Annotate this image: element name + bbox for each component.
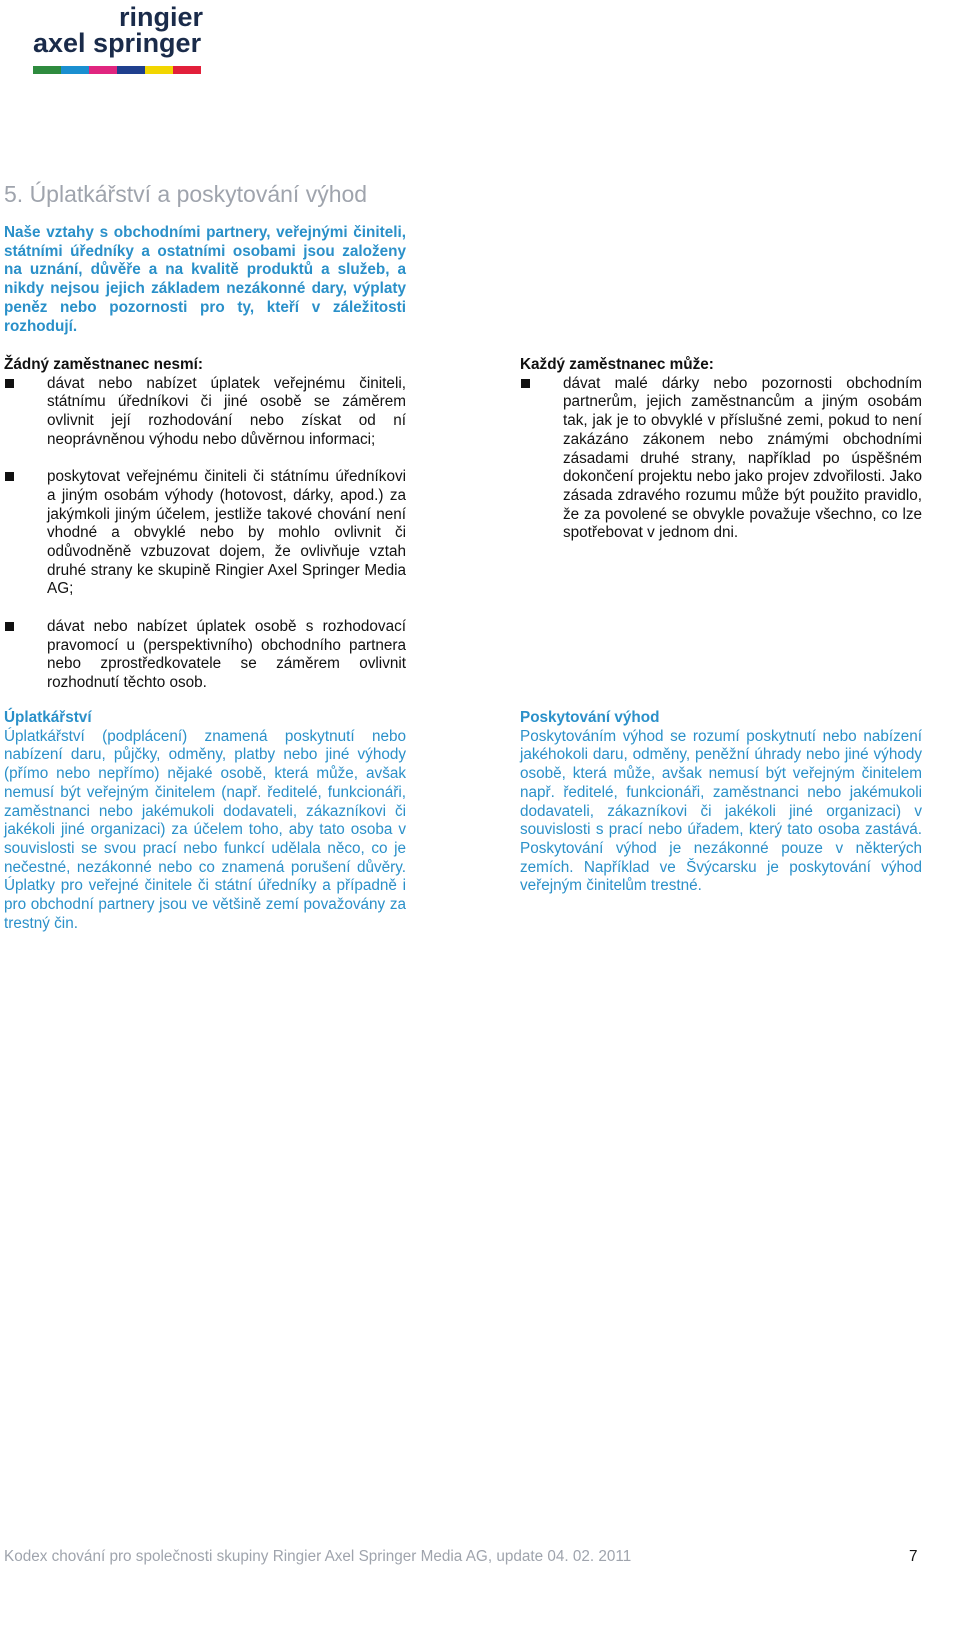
section-title: 5. Úplatkářství a poskytování výhod	[4, 181, 368, 207]
page-footer: Kodex chování pro společnosti skupiny Ringier Axel Springer Media AG, update 04. 02. 2011	[4, 1548, 632, 1565]
prohibited-heading: Žádný zaměstnanec nesmí:	[4, 356, 203, 373]
bribery-heading: Úplatkářství	[4, 709, 92, 726]
list-item-text: poskytovat veřejnému činiteli či státnímu úředníkovi a jiným osobám výhody (hotovost, dárky, apod.) za jakýmkoli jiným účelem, jestliže takové chování není vhodné a obvyklé nebo by mohlo ovlivnit či odůvodněně vzbuzovat dojem, že ovlivňuje vztah druhé strany ke skupině Ringier Axel Springer Media AG;	[47, 468, 406, 598]
page-number: 7	[909, 1548, 918, 1565]
list-item	[4, 468, 406, 599]
list-item-text: dávat malé dárky nebo pozornosti obchodním partnerům, jejich zaměstnancům a jiným osobám tak, jak je to obvyklé v příslušné zemi, pokud to není zakázáno zákonem nebo známými obchodními zásadami druhé strany, například po úspěšném dokončení projektu nebo jako projev zdvořilosti. Jako zásada zdravého rozumu může být použito pravidlo, že za povolené se obvykle považuje všechno, co lze spotřebovat v jednom dni.	[563, 374, 922, 542]
benefits-text: Poskytováním výhod se rozumí poskytnutí nebo nabízení jakéhokoli daru, odměny, peněžní úhrady nebo jiné výhody osobě, která může, avšak nemusí být veřejným činitelem např. ředitelé, funkcionáři, zaměstnanci nebo jakémukoli dodavateli, zákazníkovi či jakékoli jiné organizaci) v souvislosti s prací nebo úřadem, který tato osoba zastává. Poskytování výhod je nezákonné pouze v některých zemích. Například ve Švýcarsku je poskytování výhod veřejným činitelům trestné.	[520, 727, 922, 895]
logo-stripe	[61, 66, 89, 74]
permitted-heading: Každý zaměstnanec může:	[520, 356, 714, 373]
prohibited-list	[4, 375, 406, 693]
company-logo	[33, 4, 213, 74]
list-item-text: dávat nebo nabízet úplatek veřejnému činiteli, státnímu úředníkovi či jiné osobě se záměrem ovlivnit její rozhodování nebo získat od ní neoprávněnou výhodu nebo důvěrnou informaci;	[47, 374, 406, 448]
logo-stripe	[117, 66, 145, 74]
logo-stripe	[145, 66, 173, 74]
benefits-heading: Poskytování výhod	[520, 709, 660, 726]
benefits-definition	[520, 709, 922, 896]
logo-text-ringier: ringier	[119, 2, 204, 32]
intro-paragraph: Naše vztahy s obchodními partnery, veřejnými činiteli, státními úředníky a ostatními osobami jsou založeny na uznání, důvěře a na kvalitě produktů a služeb, a nikdy nejsou jejich základem nezákonné dary, výplaty peněz nebo pozornosti pro ty, kteří v záležitosti rozhodují.	[4, 224, 406, 335]
square-bullet-icon	[5, 622, 14, 631]
bribery-text: Úplatkářství (podplácení) znamená poskytnutí nebo nabízení daru, půjčky, odměny, platby nebo jiné výhody (přímo nebo nepřímo) nějaké osobě, která může, avšak nemusí být veřejným činitelem (např. ředitelé, funkcionáři, zaměstnanci nebo jakémukoli dodavateli, zákazníkovi či jakékoli jiné organizaci) za účelem toho, aby tato osoba v souvislosti se svou prací nebo funkcí udělala něco, co je nečestné, nezákonné nebo co znamená porušení důvěry. Úplatky pro veřejné činitele či státní úředníky a případně i pro obchodní partnery jsou ve většině zemí považovány za trestný čin.	[4, 727, 406, 932]
logo-stripe	[89, 66, 117, 74]
logo-stripe	[33, 66, 61, 74]
list-item-text: dávat nebo nabízet úplatek osobě s rozhodovací pravomocí u (perspektivního) obchodního partnera nebo zprostředkovatele se záměrem ovlivnit rozhodnutí těchto osob.	[47, 617, 406, 691]
logo-stripe	[173, 66, 201, 74]
square-bullet-icon	[521, 379, 530, 388]
permitted-actions-column	[520, 356, 922, 543]
logo-color-stripes	[33, 66, 201, 74]
list-item	[4, 618, 406, 693]
prohibited-actions-column	[4, 356, 406, 693]
list-item	[520, 375, 922, 543]
square-bullet-icon	[5, 379, 14, 388]
bribery-definition	[4, 709, 406, 933]
square-bullet-icon	[5, 472, 14, 481]
logo-text-axel-springer: axel springer	[33, 28, 202, 58]
list-item	[4, 375, 406, 450]
permitted-list	[520, 375, 922, 543]
